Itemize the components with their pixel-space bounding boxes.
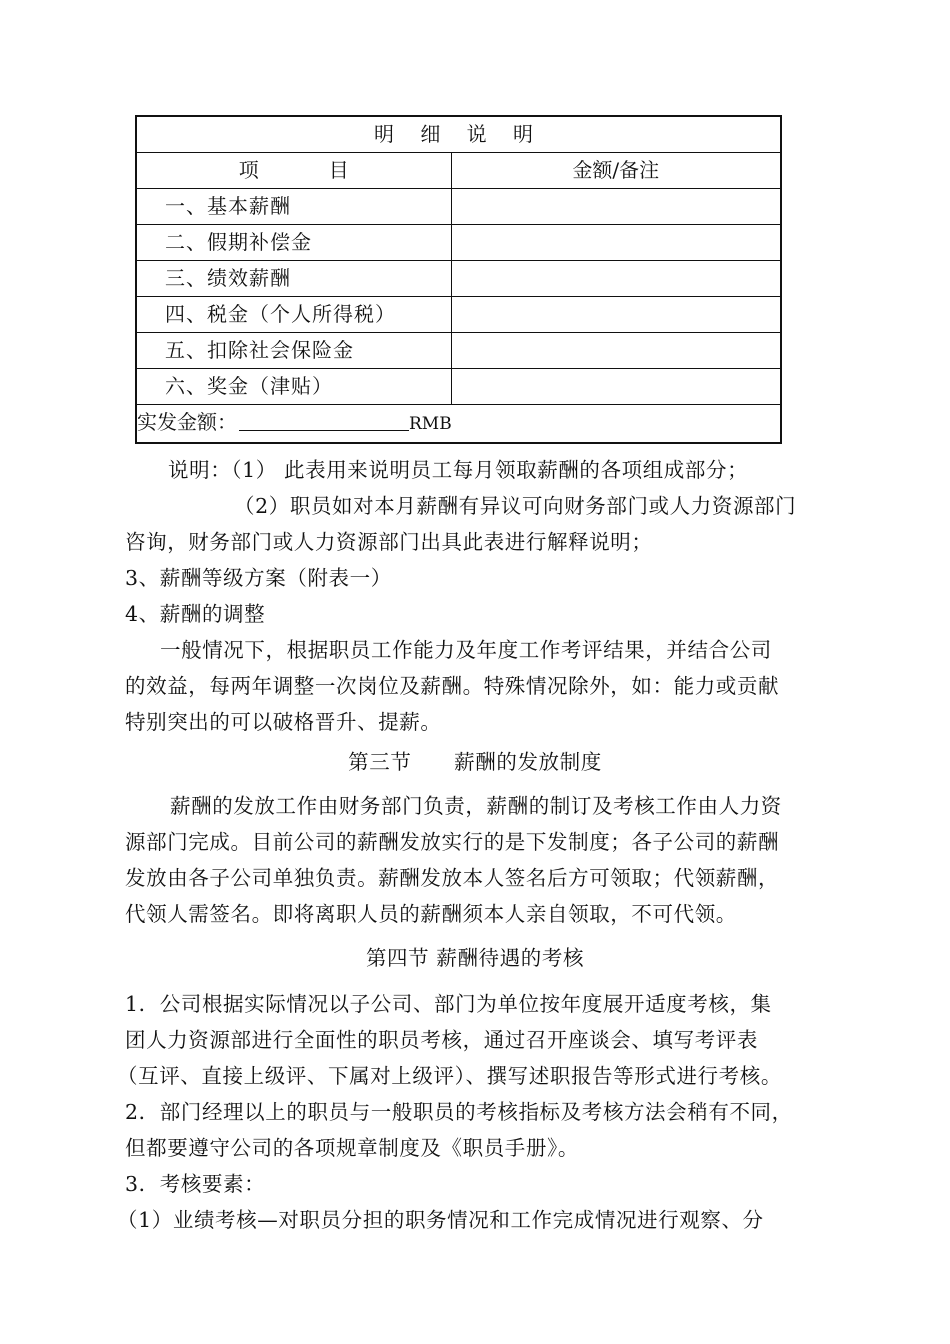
net-amount-cell [136, 405, 781, 444]
section-4-line-7: （1）业绩考核—对职员分担的职务情况和工作完成情况进行观察、分 [117, 1208, 764, 1232]
section-4-line-6: 3．考核要素： [125, 1172, 266, 1196]
item-4-heading: 4、薪酬的调整 [125, 602, 266, 626]
row-label: 二、假期补偿金 [136, 225, 451, 261]
table-header-row [136, 153, 781, 189]
item-4-para-line-3: 特别突出的可以破格晋升、提薪。 [125, 710, 442, 734]
table-row [136, 225, 781, 261]
section-4-line-2: 团人力资源部进行全面性的职员考核，通过召开座谈会、填写考评表 [125, 1028, 758, 1052]
net-amount-row [136, 405, 781, 444]
header-amount: 金额/备注 [451, 153, 781, 189]
table-row [136, 333, 781, 369]
amount-cell [451, 261, 781, 297]
header-item-a: 项 [238, 158, 259, 182]
section-3-para-line-3: 发放由各子公司单独负责。薪酬发放本人签名后方可领取；代领薪酬， [125, 866, 780, 890]
row-label: 四、税金（个人所得税） [136, 297, 451, 333]
section-4-line-3: （互评、直接上级评、下属对上级评）、撰写述职报告等形式进行考核。 [117, 1064, 782, 1088]
amount-cell [451, 297, 781, 333]
amount-cell [451, 189, 781, 225]
section-3-para-line-1: 薪酬的发放工作由财务部门负责，薪酬的制订及考核工作由人力资 [170, 794, 782, 818]
net-amount-blank [239, 408, 409, 431]
section-4-line-4: 2．部门经理以上的职员与一般职员的考核指标及考核方法会稍有不同， [125, 1100, 793, 1124]
amount-cell [451, 225, 781, 261]
table-title: 明 细 说 明 [136, 116, 781, 153]
table-row [136, 369, 781, 405]
table-row [136, 261, 781, 297]
section-4-title: 第四节 薪酬待遇的考核 [365, 946, 585, 970]
row-label: 六、奖金（津贴） [136, 369, 451, 405]
salary-detail-table [135, 115, 782, 444]
amount-cell [451, 369, 781, 405]
row-label: 一、基本薪酬 [136, 189, 451, 225]
table-title-row [136, 116, 781, 153]
row-label: 五、扣除社会保险金 [136, 333, 451, 369]
note-line-2: （2）职员如对本月薪酬有异议可向财务部门或人力资源部门 [234, 494, 797, 518]
item-4-para-line-1: 一般情况下，根据职员工作能力及年度工作考评结果，并结合公司 [160, 638, 772, 662]
net-amount-unit: RMB [409, 414, 452, 434]
section-3-title: 第三节 薪酬的发放制度 [348, 750, 602, 774]
section-3-para-line-2: 源部门完成。目前公司的薪酬发放实行的是下发制度；各子公司的薪酬 [125, 830, 780, 854]
table-row [136, 189, 781, 225]
item-3-heading: 3、薪酬等级方案（附表一） [125, 566, 392, 590]
net-amount-label: 实发金额： [137, 410, 237, 434]
note-line-3: 咨询，财务部门或人力资源部门出具此表进行解释说明； [125, 530, 653, 554]
header-item [136, 153, 451, 189]
amount-cell [451, 333, 781, 369]
item-4-para-line-2: 的效益，每两年调整一次岗位及薪酬。特殊情况除外，如：能力或贡献 [125, 674, 780, 698]
table-row [136, 297, 781, 333]
section-4-line-5: 但都要遵守公司的各项规章制度及《职员手册》。 [125, 1136, 579, 1160]
header-item-b: 目 [328, 158, 349, 182]
note-line-1: 说明：（1） 此表用来说明员工每月领取薪酬的各项组成部分； [168, 458, 749, 482]
section-3-para-line-4: 代领人需签名。即将离职人员的薪酬须本人亲自领取，不可代领。 [125, 902, 737, 926]
section-4-line-1: 1．公司根据实际情况以子公司、部门为单位按年度展开适度考核，集 [125, 992, 772, 1016]
row-label: 三、绩效薪酬 [136, 261, 451, 297]
